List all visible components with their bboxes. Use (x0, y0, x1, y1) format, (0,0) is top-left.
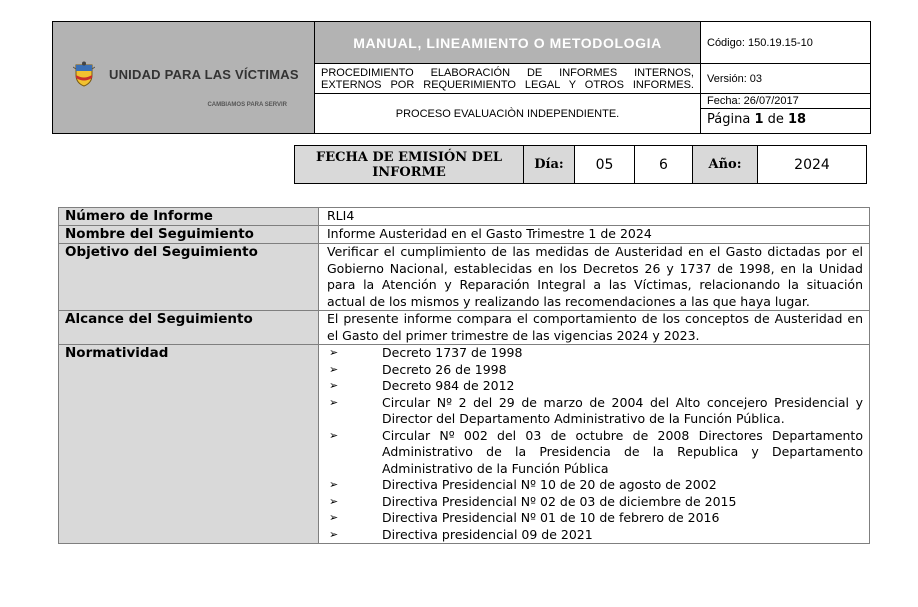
tracking-name-label: Nombre del Seguimiento (59, 226, 319, 244)
procedure-title (315, 64, 701, 94)
emission-date-table (294, 145, 867, 184)
report-number-label: Número de Informe (59, 208, 319, 226)
doc-code: Código: 150.19.15-10 (701, 22, 871, 64)
list-item: ➢ Directiva presidencial 09 de 2021 (327, 527, 863, 544)
process-title: PROCESO EVALUACIÒN INDEPENDIENTE. (315, 94, 701, 134)
scope-text: El presente informe compara el comportamiento de los conceptos de Austeridad en el Gasto del primer trimestre de las vigencias 2024 y 2023. (319, 311, 870, 345)
page-number: 1 (754, 112, 764, 127)
list-item: ➢ Circular Nº 2 del 29 de marzo de 2004 del Alto concejero Presidencial y Director del Departamento Administrativo de la Función Pública. (327, 395, 863, 428)
emission-label: FECHA DE EMISIÓN DEL INFORME (295, 146, 524, 184)
table-row (59, 311, 870, 345)
list-item: ➢ Circular Nº 002 del 03 de octubre de 2008 Directores Departamento Administrativo de la Presidencia de la Republica y Departamento Administrativo de la Función Pública (327, 428, 863, 478)
coat-of-arms-icon (73, 61, 95, 87)
table-row (59, 208, 870, 226)
org-name: UNIDAD PARA LAS VÍCTIMAS (109, 66, 299, 82)
date-page-cell (701, 94, 871, 134)
list-item: ➢ Directiva Presidencial Nº 10 de 20 de agosto de 2002 (327, 477, 863, 494)
emission-year: 2024 (758, 146, 867, 184)
procedure-line-1: PROCEDIMIENTO ELABORACIÓN DE INFORMES INTERNOS, (321, 66, 694, 79)
list-item: ➢ Decreto 26 de 1998 (327, 362, 863, 379)
page-label: Página (707, 112, 751, 127)
day-label: Día: (524, 146, 575, 184)
list-item: ➢ Decreto 1737 de 1998 (327, 345, 863, 362)
doc-type-title: MANUAL, LINEAMIENTO O METODOLOGIA (315, 22, 701, 64)
list-item: ➢ Decreto 984 de 2012 (327, 378, 863, 395)
logo-cell (53, 22, 315, 134)
procedure-line-2: EXTERNOS POR REQUERIMIENTO LEGAL Y OTROS INFORMES. (321, 78, 694, 91)
list-item: ➢ Directiva Presidencial Nº 01 de 10 de febrero de 2016 (327, 510, 863, 527)
doc-date: Fecha: 26/07/2017 (701, 94, 870, 109)
list-item: ➢ Directiva Presidencial Nº 02 de 03 de diciembre de 2015 (327, 494, 863, 511)
table-row (59, 345, 870, 544)
objective-label: Objetivo del Seguimiento (59, 244, 319, 311)
tracking-name: Informe Austeridad en el Gasto Trimestre 1 de 2024 (319, 226, 870, 244)
doc-version: Versión: 03 (701, 64, 871, 94)
regulation-label: Normatividad (59, 345, 319, 544)
page-of: de (767, 112, 784, 127)
emission-month: 6 (635, 146, 693, 184)
report-info-table (58, 207, 870, 544)
org-logo (73, 61, 299, 87)
report-number: RLI4 (319, 208, 870, 226)
page-indicator (701, 109, 870, 133)
table-row (59, 244, 870, 311)
page-total: 18 (788, 112, 807, 127)
objective-text: Verificar el cumplimiento de las medidas de Austeridad en el Gasto dictadas por el Gobierno Nacional, establecidas en los Decretos 26 y 1737 de 1998, en la Unidad para la Atención y Reparación Integral a las Víctimas, relacionando la situación actual de los mismos y realizando las recomendaciones a las que haya lugar. (319, 244, 870, 311)
table-row (59, 226, 870, 244)
regulation-list (327, 345, 863, 543)
org-tagline: CAMBIAMOS PARA SERVIR (207, 102, 287, 108)
regulation-cell (319, 345, 870, 544)
emission-day: 05 (575, 146, 635, 184)
scope-label: Alcance del Seguimiento (59, 311, 319, 345)
year-label: Año: (693, 146, 758, 184)
document-header (52, 21, 871, 134)
